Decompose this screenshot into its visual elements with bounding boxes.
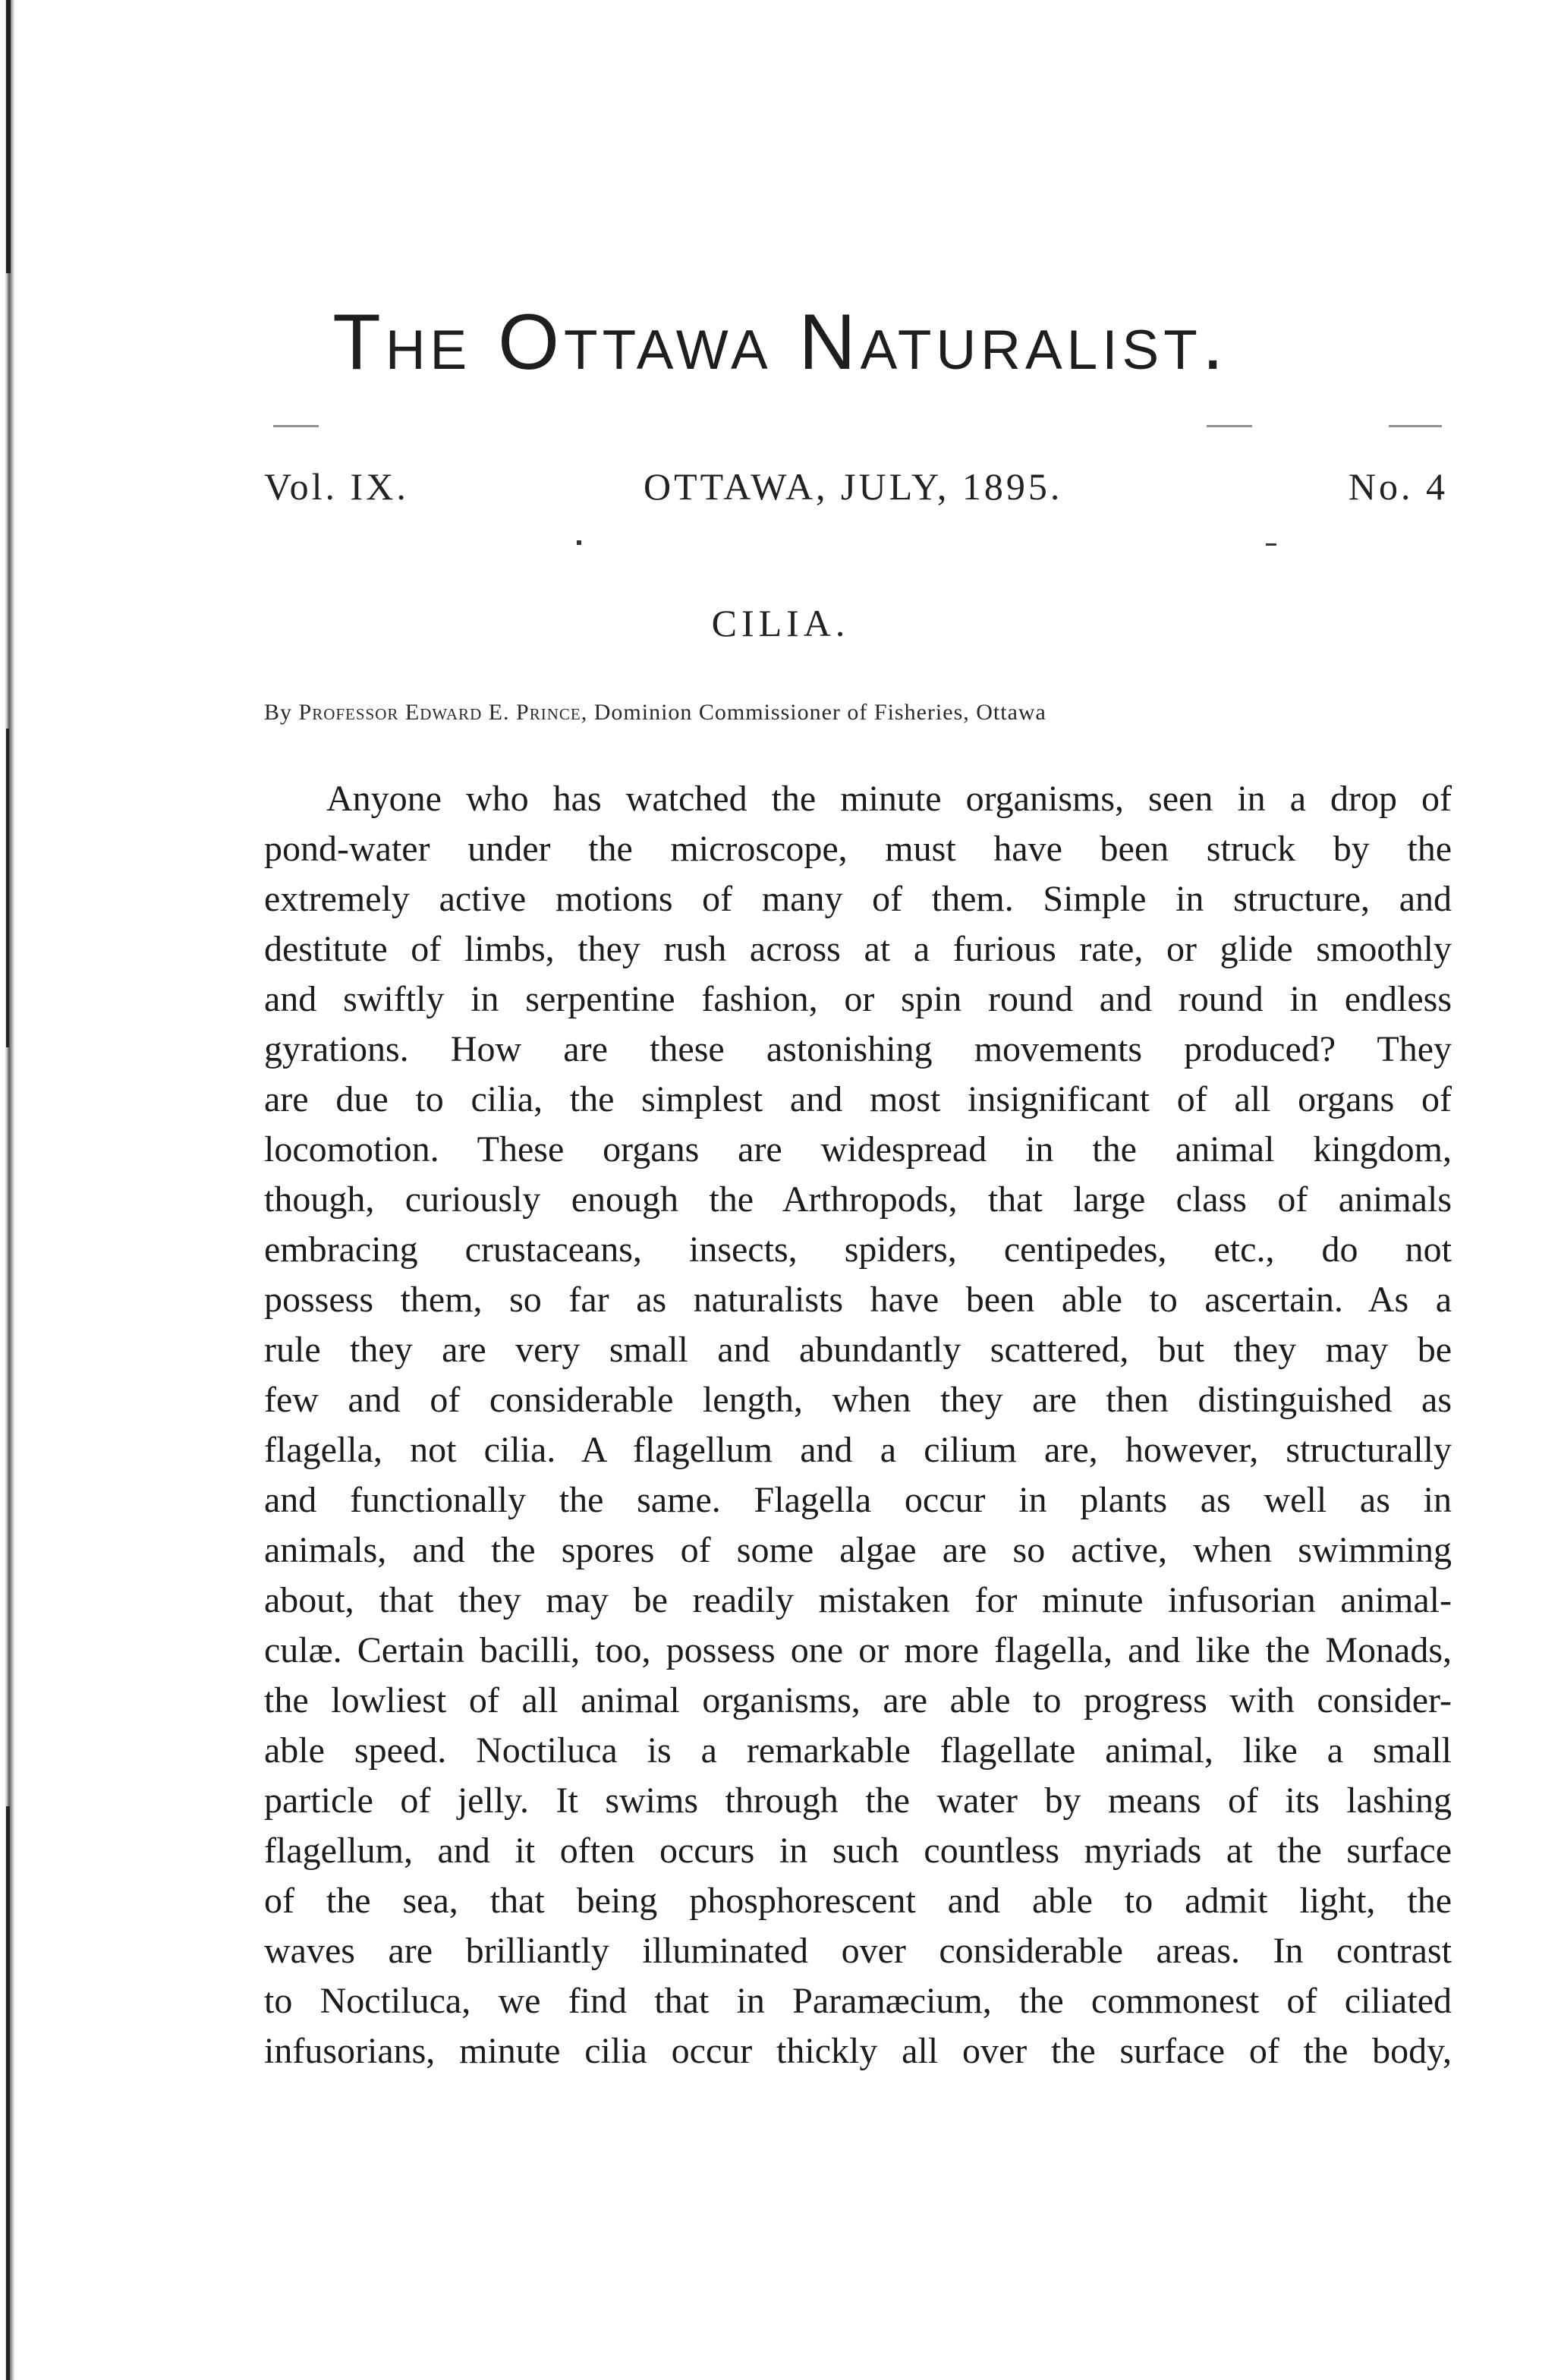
body-line: rule they are very small and abundantly scattered, but they may be <box>264 1330 1452 1370</box>
article-body <box>264 774 1452 2076</box>
byline-affiliation: Dominion Commissioner of Fisheries, Ottawa <box>593 700 1046 725</box>
body-line: though, curiously enough the Arthropods, that large class of animals <box>264 1179 1452 1220</box>
body-line: able speed. Noctiluca is a remarkable flagellate animal, like a small <box>264 1730 1452 1771</box>
body-line: and functionally the same. Flagella occur in plants as well as in <box>264 1480 1452 1520</box>
scan-edge-mark <box>6 729 9 1047</box>
body-line: culæ. Certain bacilli, too, possess one or more flagella, and like the Monads, <box>264 1630 1452 1670</box>
body-line: about, that they may be readily mistaken for minute infusorian animal- <box>264 1580 1452 1620</box>
body-line: animals, and the spores of some algae are so active, when swimming <box>264 1530 1452 1570</box>
print-speck <box>273 425 319 427</box>
issue-place-date: OTTAWA, JULY, 1895. <box>644 465 1063 508</box>
body-line: of the sea, that being phosphorescent and able to admit light, the <box>264 1881 1452 1921</box>
body-line: extremely active motions of many of them. Simple in structure, and <box>264 879 1452 919</box>
body-line: embracing crustaceans, insects, spiders, centipedes, etc., do not <box>264 1229 1452 1270</box>
issue-number: No. 4 <box>1348 465 1448 508</box>
issue-line <box>264 464 1448 518</box>
body-line: flagella, not cilia. A flagellum and a cilium are, however, structurally <box>264 1430 1452 1470</box>
body-line: and swiftly in serpentine fashion, or spin round and round in endless <box>264 979 1452 1019</box>
body-line: few and of considerable length, when they are then distinguished as <box>264 1380 1452 1420</box>
byline-author: Professor Edward E. Prince, <box>298 700 588 725</box>
body-line: waves are brilliantly illuminated over considerable areas. In contrast <box>264 1931 1452 1971</box>
article-title: CILIA. <box>711 602 850 644</box>
body-line: possess them, so far as naturalists have been able to ascertain. As a <box>264 1280 1452 1320</box>
print-speck <box>1266 543 1276 546</box>
print-speck <box>577 540 581 545</box>
body-line: locomotion. These organs are widespread in the animal kingdom, <box>264 1129 1452 1170</box>
body-line: destitute of limbs, they rush across at a furious rate, or glide smoothly <box>264 929 1452 969</box>
print-speck <box>1207 425 1252 427</box>
body-line: infusorians, minute cilia occur thickly all over the surface of the body, <box>264 2031 1452 2071</box>
print-speck <box>1389 425 1442 427</box>
body-line: flagellum, and it often occurs in such countless myriads at the surface <box>264 1831 1452 1871</box>
journal-title: The Ottawa Naturalist. <box>332 298 1229 386</box>
volume-number: Vol. IX. <box>264 465 409 508</box>
body-line: Anyone who has watched the minute organisms, seen in a drop of <box>326 779 1452 819</box>
body-line: particle of jelly. It swims through the water by means of its lashing <box>264 1780 1452 1821</box>
body-line: to Noctiluca, we find that in Paramæcium, the commonest of ciliated <box>264 1981 1452 2021</box>
body-line: are due to cilia, the simplest and most insignificant of all organs of <box>264 1079 1452 1119</box>
scan-edge-mark <box>6 1806 10 2380</box>
body-line: the lowliest of all animal organisms, are able to progress with consider- <box>264 1680 1452 1720</box>
article-byline <box>264 700 1463 726</box>
scan-edge-mark <box>6 0 11 273</box>
body-line: gyrations. How are these astonishing movements produced? They <box>264 1029 1452 1069</box>
byline-by: By <box>264 700 293 725</box>
body-line: pond-water under the microscope, must have been struck by the <box>264 829 1452 869</box>
